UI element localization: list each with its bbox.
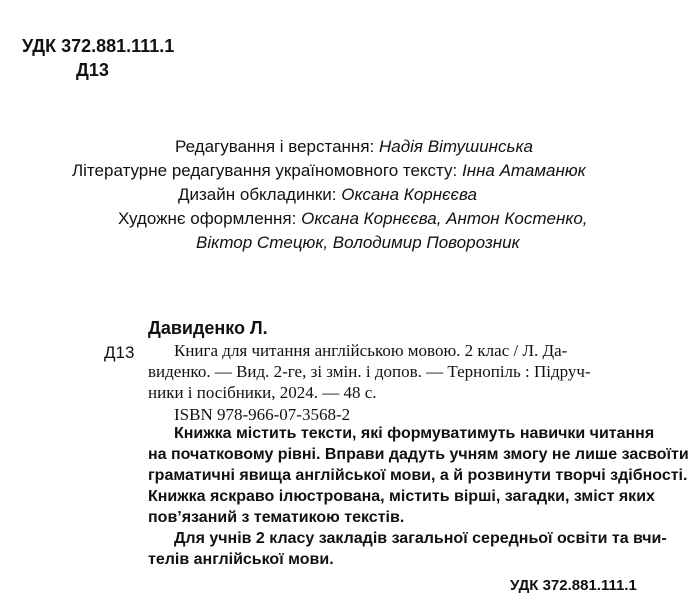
credit-literary-editing bbox=[72, 161, 586, 181]
credit-cover-design bbox=[178, 185, 477, 205]
credit-name: Оксана Корнєєва, Антон Костенко, bbox=[301, 209, 588, 228]
credit-role: Літературне редагування україномовного тексту: bbox=[72, 161, 458, 180]
credit-art-design-continued bbox=[196, 233, 520, 253]
udk-code-top: УДК 372.881.111.1 bbox=[22, 36, 175, 56]
credit-role: Дизайн обкладинки: bbox=[178, 185, 337, 204]
annotation-line: Книжка яскраво ілюстрована, містить вірші, загадки, зміст яких bbox=[148, 488, 655, 505]
isbn: ISBN 978-966-07-3568-2 bbox=[174, 405, 351, 424]
bibliographic-description-line: виденко. — Вид. 2-ге, зі змін. і допов. — Тернопіль : Підруч- bbox=[148, 362, 591, 381]
bibliographic-description-line: ники і посібники, 2024. — 48 с. bbox=[148, 383, 377, 402]
udk-code-bottom: УДК 372.881.111.1 bbox=[510, 577, 637, 594]
credit-role: Художнє оформлення: bbox=[118, 209, 297, 228]
credit-name: Інна Атаманюк bbox=[461, 161, 586, 180]
bibliographic-description-line: Книга для читання англійською мовою. 2 клас / Л. Да- bbox=[174, 341, 568, 360]
annotation-line: граматичні явища англійської мови, а й розвинути творчі здібності. bbox=[148, 467, 688, 484]
credit-editing bbox=[175, 137, 533, 157]
credit-name: Надія Вітушинська bbox=[379, 137, 533, 156]
author-name: Давиденко Л. bbox=[148, 318, 268, 338]
annotation-line: пов’язаний з тематикою текстів. bbox=[148, 509, 405, 526]
author-mark: Д13 bbox=[104, 343, 135, 362]
annotation-line: Для учнів 2 класу закладів загальної середньої освіти та вчи- bbox=[174, 530, 667, 547]
annotation-line: Книжка містить тексти, які формуватимуть навички читання bbox=[174, 425, 655, 442]
credit-art-design bbox=[118, 209, 588, 229]
author-mark-top: Д13 bbox=[76, 60, 109, 80]
annotation-line: телів англійської мови. bbox=[148, 551, 334, 568]
credit-name: Віктор Стецюк, Володимир Поворозник bbox=[196, 233, 520, 252]
credit-name: Оксана Корнєєва bbox=[341, 185, 477, 204]
credit-role: Редагування і верстання: bbox=[175, 137, 375, 156]
annotation-line: на початковому рівні. Вправи дадуть учням змогу не лише засвоїти bbox=[148, 446, 689, 463]
